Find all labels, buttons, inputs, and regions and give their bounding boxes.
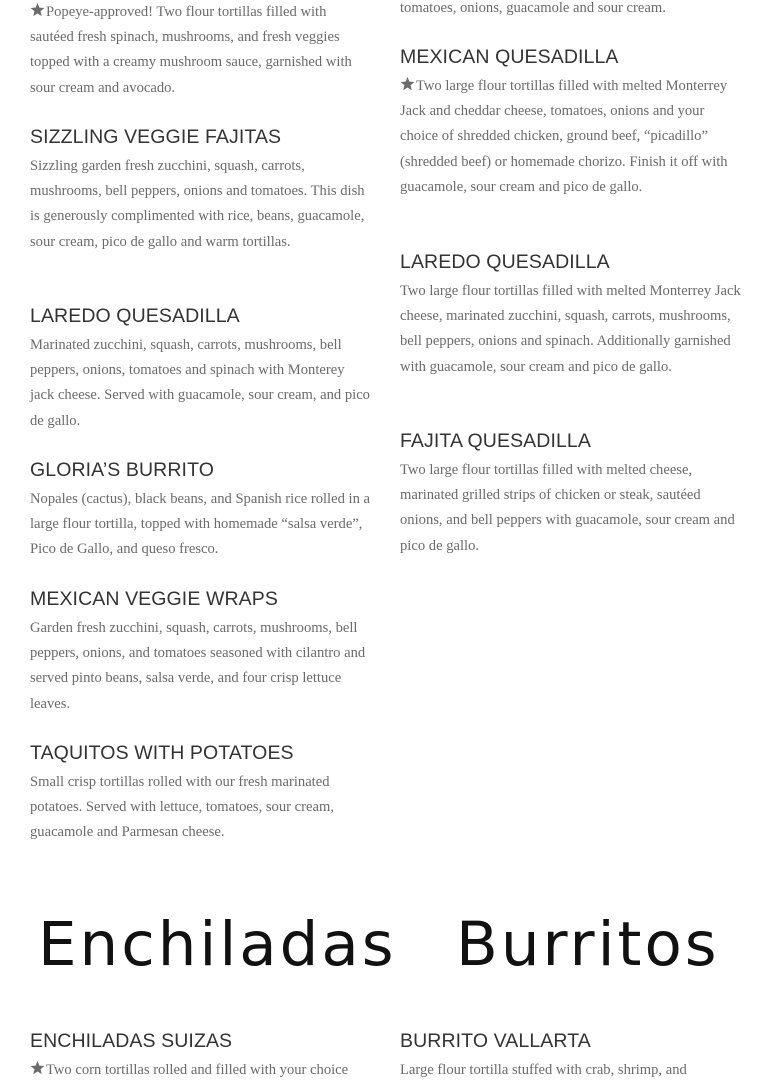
menu-item-description: Large flour tortilla stuffed with crab, shrimp, and xyxy=(400,1062,687,1078)
menu-item-title: MEXICAN VEGGIE WRAPS xyxy=(30,588,278,610)
menu-item-description: tomatoes, onions, guacamole and sour cream. xyxy=(400,0,666,16)
menu-item-title: LAREDO QUESADILLA xyxy=(400,251,610,273)
star-icon xyxy=(30,1061,45,1075)
menu-item-title: BURRITO VALLARTA xyxy=(400,1030,591,1052)
menu-item-description: Sizzling garden fresh zucchini, squash, carrots, mushrooms, bell peppers, onions and tomatoes. This dish is generously complimented with rice, beans, guacamole, sour cream, pico de gallo and warm tortillas. xyxy=(30,158,365,250)
menu-item-title: GLORIA’S BURRITO xyxy=(30,459,214,481)
menu-item xyxy=(400,45,745,200)
menu-item xyxy=(30,587,370,717)
menu-item-description: Marinated zucchini, squash, carrots, mushrooms, bell peppers, onions, tomatoes and spinach with Monterey jack cheese. Served with guacamole, sour cream, and pico de gallo. xyxy=(30,337,370,429)
menu-item-title: LAREDO QUESADILLA xyxy=(30,305,240,327)
menu-item-title: SIZZLING VEGGIE FAJITAS xyxy=(30,126,282,148)
menu-item-description: Two large flour tortillas filled with melted Monterrey Jack cheese, marinated zucchini, squash, carrots, mushrooms, bell peppers, onions and spinach. Additionally garnished with guacamole, sour cream and pico de gallo. xyxy=(400,283,741,375)
menu-item-title: FAJITA QUESADILLA xyxy=(400,430,591,452)
star-icon xyxy=(400,77,415,91)
menu-item-description: Garden fresh zucchini, squash, carrots, mushrooms, bell peppers, onions, and tomatoes seasoned with cilantro and served pinto beans, salsa verde, and four crisp lettuce leaves. xyxy=(30,620,366,712)
menu-item-description: Two large flour tortillas filled with melted Monterrey Jack and cheddar cheese, tomatoes, onions and your choice of shredded chicken, ground beef, “picadillo” (shredded beef) or homemade chorizo. Finish it off with guacamole, sour cream and pico de gallo. xyxy=(400,78,728,195)
menu-item-title: TAQUITOS WITH POTATOES xyxy=(30,742,294,764)
menu-item-title: ENCHILADAS SUIZAS xyxy=(30,1030,233,1052)
menu-item-description: Two large flour tortillas filled with melted cheese, marinated grilled strips of chicken or steak, sautéed onions, and bell peppers with guacamole, sour cream and pico de gallo. xyxy=(400,462,735,554)
menu-item xyxy=(400,0,745,21)
menu-item xyxy=(30,1029,375,1083)
menu-item xyxy=(30,125,370,255)
menu-item-description: Two corn tortillas rolled and filled with your choice xyxy=(30,1058,375,1083)
menu-item xyxy=(400,1029,745,1083)
menu-item-description: Popeye-approved! Two flour tortillas filled with sautéed fresh spinach, mushrooms, and fresh veggies topped with a creamy mushroom sauce, garnished with sour cream and avocado. xyxy=(30,4,352,96)
star-icon xyxy=(30,3,45,17)
section-heading-burritos: Burritos xyxy=(456,909,720,980)
menu-item xyxy=(400,250,745,380)
menu-item xyxy=(30,458,370,563)
menu-item xyxy=(30,0,370,101)
menu-item xyxy=(400,429,745,559)
menu-item xyxy=(30,741,370,846)
section-heading-enchiladas: Enchiladas xyxy=(38,909,397,980)
menu-item-description: Nopales (cactus), black beans, and Spanish rice rolled in a large flour tortilla, topped with homemade “salsa verde”, Pico de Gallo, and queso fresco. xyxy=(30,491,370,558)
menu-item-description: Small crisp tortillas rolled with our fresh marinated potatoes. Served with lettuce, tomatoes, sour cream, guacamole and Parmesan cheese. xyxy=(30,774,334,841)
menu-item-title: MEXICAN QUESADILLA xyxy=(400,46,619,68)
menu-item xyxy=(30,304,370,434)
